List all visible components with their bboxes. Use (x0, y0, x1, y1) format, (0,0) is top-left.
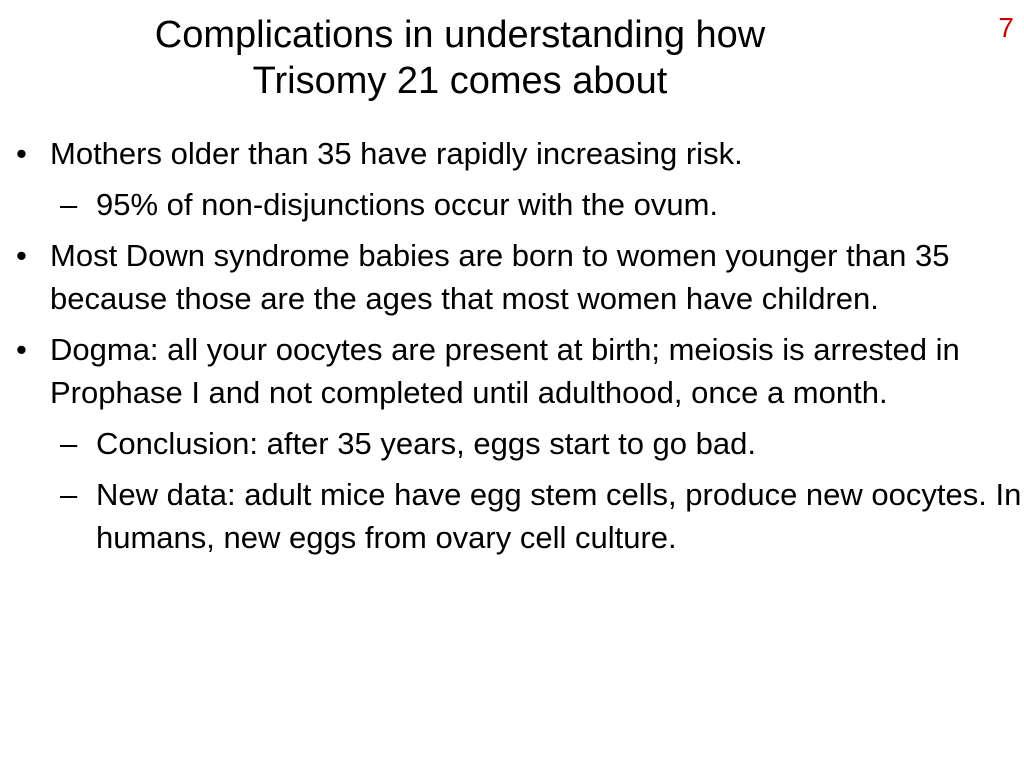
dash-marker: – (60, 426, 78, 461)
sub-bullet-item-new-data (0, 473, 1024, 559)
bullet-text: Mothers older than 35 have rapidly increasing risk. (50, 136, 743, 171)
dash-marker: – (60, 187, 78, 222)
bullet-text: Dogma: all your oocytes are present at birth; meiosis is arrested in Prophase I and not completed until adulthood, once a month. (50, 332, 960, 410)
bullet-item-older-mothers-risk (0, 132, 1024, 175)
bullet-marker: • (16, 238, 27, 273)
dash-marker: – (60, 477, 78, 512)
sub-bullet-text: Conclusion: after 35 years, eggs start to go bad. (96, 426, 756, 461)
slide-title (60, 12, 860, 104)
bullet-list (0, 132, 1024, 567)
sub-bullet-text: New data: adult mice have egg stem cells, produce new oocytes. In humans, new eggs from ovary cell culture. (96, 477, 1022, 555)
bullet-marker: • (16, 332, 27, 367)
slide-number: 7 (998, 12, 1014, 43)
bullet-item-oocyte-dogma (0, 328, 1024, 414)
bullet-item-younger-women-births (0, 234, 1024, 320)
sub-bullet-item-conclusion (0, 422, 1024, 465)
bullet-marker: • (16, 136, 27, 171)
bullet-text: Most Down syndrome babies are born to women younger than 35 because those are the ages that most women have children. (50, 238, 950, 316)
sub-bullet-text: 95% of non-disjunctions occur with the ovum. (96, 187, 719, 222)
slide-title-line-1: Complications in understanding how (154, 14, 766, 56)
sub-bullet-item-ovum-nondisjunctions (0, 183, 1024, 226)
slide-title-line-2: Trisomy 21 comes about (252, 60, 668, 102)
